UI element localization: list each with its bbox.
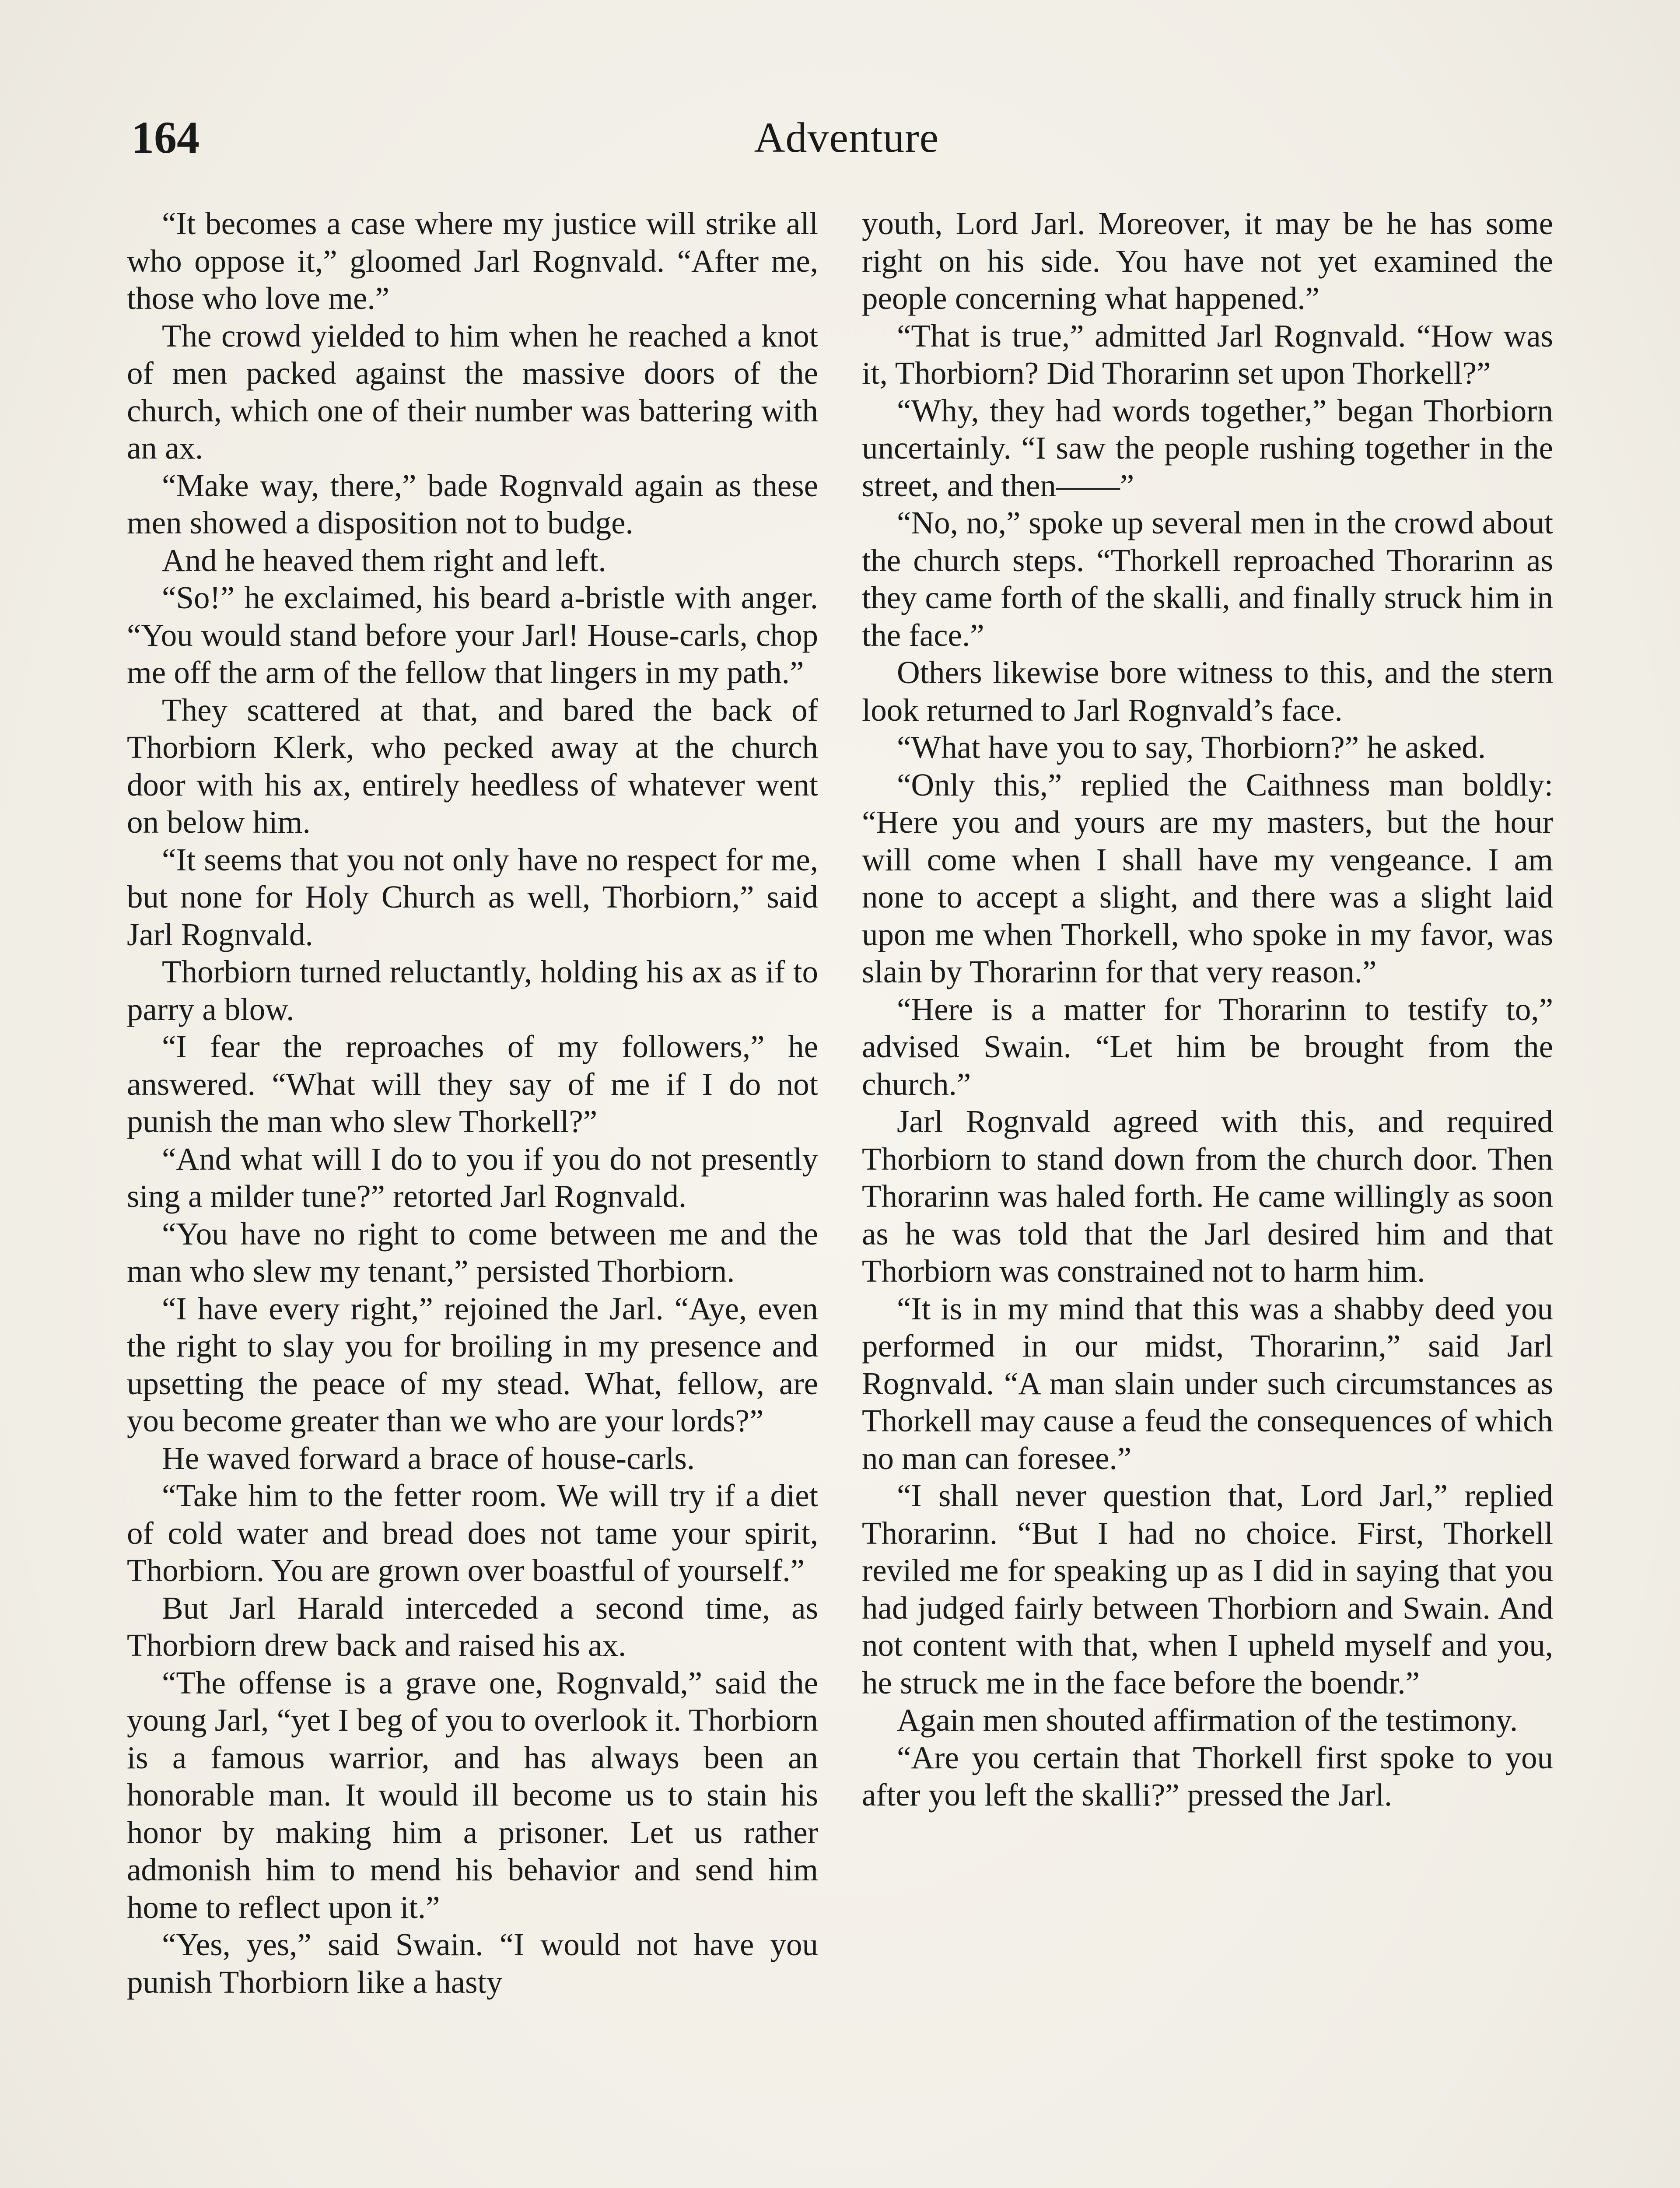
paragraph: “Why, they had words together,” began Thorbiorn uncertainly. “I saw the people rushing together in the street, and then——” [862,393,1553,503]
paragraph: The crowd yielded to him when he reached a knot of men packed against the massive doors of the church, which one of their number was battering with an ax. [127,318,818,466]
paragraph: “It seems that you not only have no respect for me, but none for Holy Church as well, Thorbiorn,” said Jarl Rognvald. [127,842,818,952]
paragraph: Again men shouted affirmation of the testimony. [897,1702,1518,1738]
left-column [127,205,818,2188]
paragraph: “What have you to say, Thorbiorn?” he asked. [897,729,1486,765]
paragraph: “And what will I do to you if you do not presently sing a milder tune?” retorted Jarl Rognvald. [127,1141,818,1214]
page-number: 164 [131,112,200,163]
paragraph: “The offense is a grave one, Rognvald,” said the young Jarl, “yet I beg of you to overlook it. Thorbiorn is a famous warrior, and has always been an honorable man. It would ill become us to stain his honor by making him a prisoner. Let us rather admonish him to mend his behavior and send him home to reflect upon it.” [127,1665,818,1925]
text-columns [127,205,1553,2188]
paragraph: “It becomes a case where my justice will strike all who oppose it,” gloomed Jarl Rognvald. “After me, those who love me.” [127,206,818,316]
paragraph-continuation: youth, Lord Jarl. Moreover, it may be he has some right on his side. You have not yet examined the people concerning what happened.” [862,206,1553,316]
paragraph: “Make way, there,” bade Rognvald again as these men showed a disposition not to budge. [127,467,818,540]
paragraph: And he heaved them right and left. [162,542,606,578]
paragraph: “I shall never question that, Lord Jarl,” replied Thorarinn. “But I had no choice. First, Thorkell reviled me for speaking up as I did in saying that you had judged fairly between Thorbiorn and Swain. And not content with that, when I upheld myself and you, he struck me in the face before the boendr.” [862,1478,1553,1701]
paragraph: “No, no,” spoke up several men in the crowd about the church steps. “Thorkell reproached Thorarinn as they came forth of the skalli, and finally struck him in the face.” [862,505,1553,653]
paragraph: They scattered at that, and bared the back of Thorbiorn Klerk, who pecked away at the church door with his ax, entirely heedless of whatever went on below him. [127,692,818,840]
paragraph: “Take him to the fetter room. We will try if a diet of cold water and bread does not tame your spirit, Thorbiorn. You are grown over boastful of yourself.” [127,1478,818,1588]
paragraph: “I fear the reproaches of my followers,” he answered. “What will they say of me if I do not punish the man who slew Thorkell?” [127,1029,818,1139]
paragraph: “Here is a matter for Thorarinn to testify to,” advised Swain. “Let him be brought from the church.” [862,991,1553,1102]
running-head: Adventure [754,114,939,161]
paragraph: He waved forward a brace of house-carls. [162,1440,695,1476]
paragraph: “You have no right to come between me and the man who slew my tenant,” persisted Thorbiorn. [127,1216,818,1289]
paragraph: “It is in my mind that this was a shabby deed you performed in our midst, Thorarinn,” said Jarl Rognvald. “A man slain under such circumstances as Thorkell may cause a feud the consequences of which no man can foresee.” [862,1290,1553,1476]
paragraph: “Only this,” replied the Caithness man boldly: “Here you and yours are my masters, but the hour will come when I shall have my vengeance. I am none to accept a slight, and there was a slight laid upon me when Thorkell, who spoke in my favor, was slain by Thorarinn for that very reason.” [862,767,1553,989]
paragraph: Others likewise bore witness to this, and the stern look returned to Jarl Rognvald’s face. [862,655,1553,728]
paragraph: “I have every right,” rejoined the Jarl. “Aye, even the right to slay you for broiling in my presence and upsetting the peace of my stead. What, fellow, are you become greater than we who are your lords?” [127,1290,818,1438]
paragraph: “That is true,” admitted Jarl Rognvald. “How was it, Thorbiorn? Did Thorarinn set upon Thorkell?” [862,318,1553,391]
paragraph: Jarl Rognvald agreed with this, and required Thorbiorn to stand down from the church door. Then Thorarinn was haled forth. He came willingly as soon as he was told that the Jarl desired him and that Thorbiorn was constrained not to harm him. [862,1104,1553,1289]
paragraph: “Yes, yes,” said Swain. “I would not have you punish Thorbiorn like a hasty [127,1927,818,2000]
paragraph: But Jarl Harald interceded a second time, as Thorbiorn drew back and raised his ax. [127,1590,818,1663]
paragraph: “So!” he exclaimed, his beard a-bristle with anger. “You would stand before your Jarl! House-carls, chop me off the arm of the fellow that lingers in my path.” [127,580,818,690]
page-header [131,109,1562,166]
paragraph: “Are you certain that Thorkell first spoke to you after you left the skalli?” pressed the Jarl. [862,1739,1553,1813]
right-column [862,205,1553,2188]
paragraph: Thorbiorn turned reluctantly, holding his ax as if to parry a blow. [127,954,818,1027]
